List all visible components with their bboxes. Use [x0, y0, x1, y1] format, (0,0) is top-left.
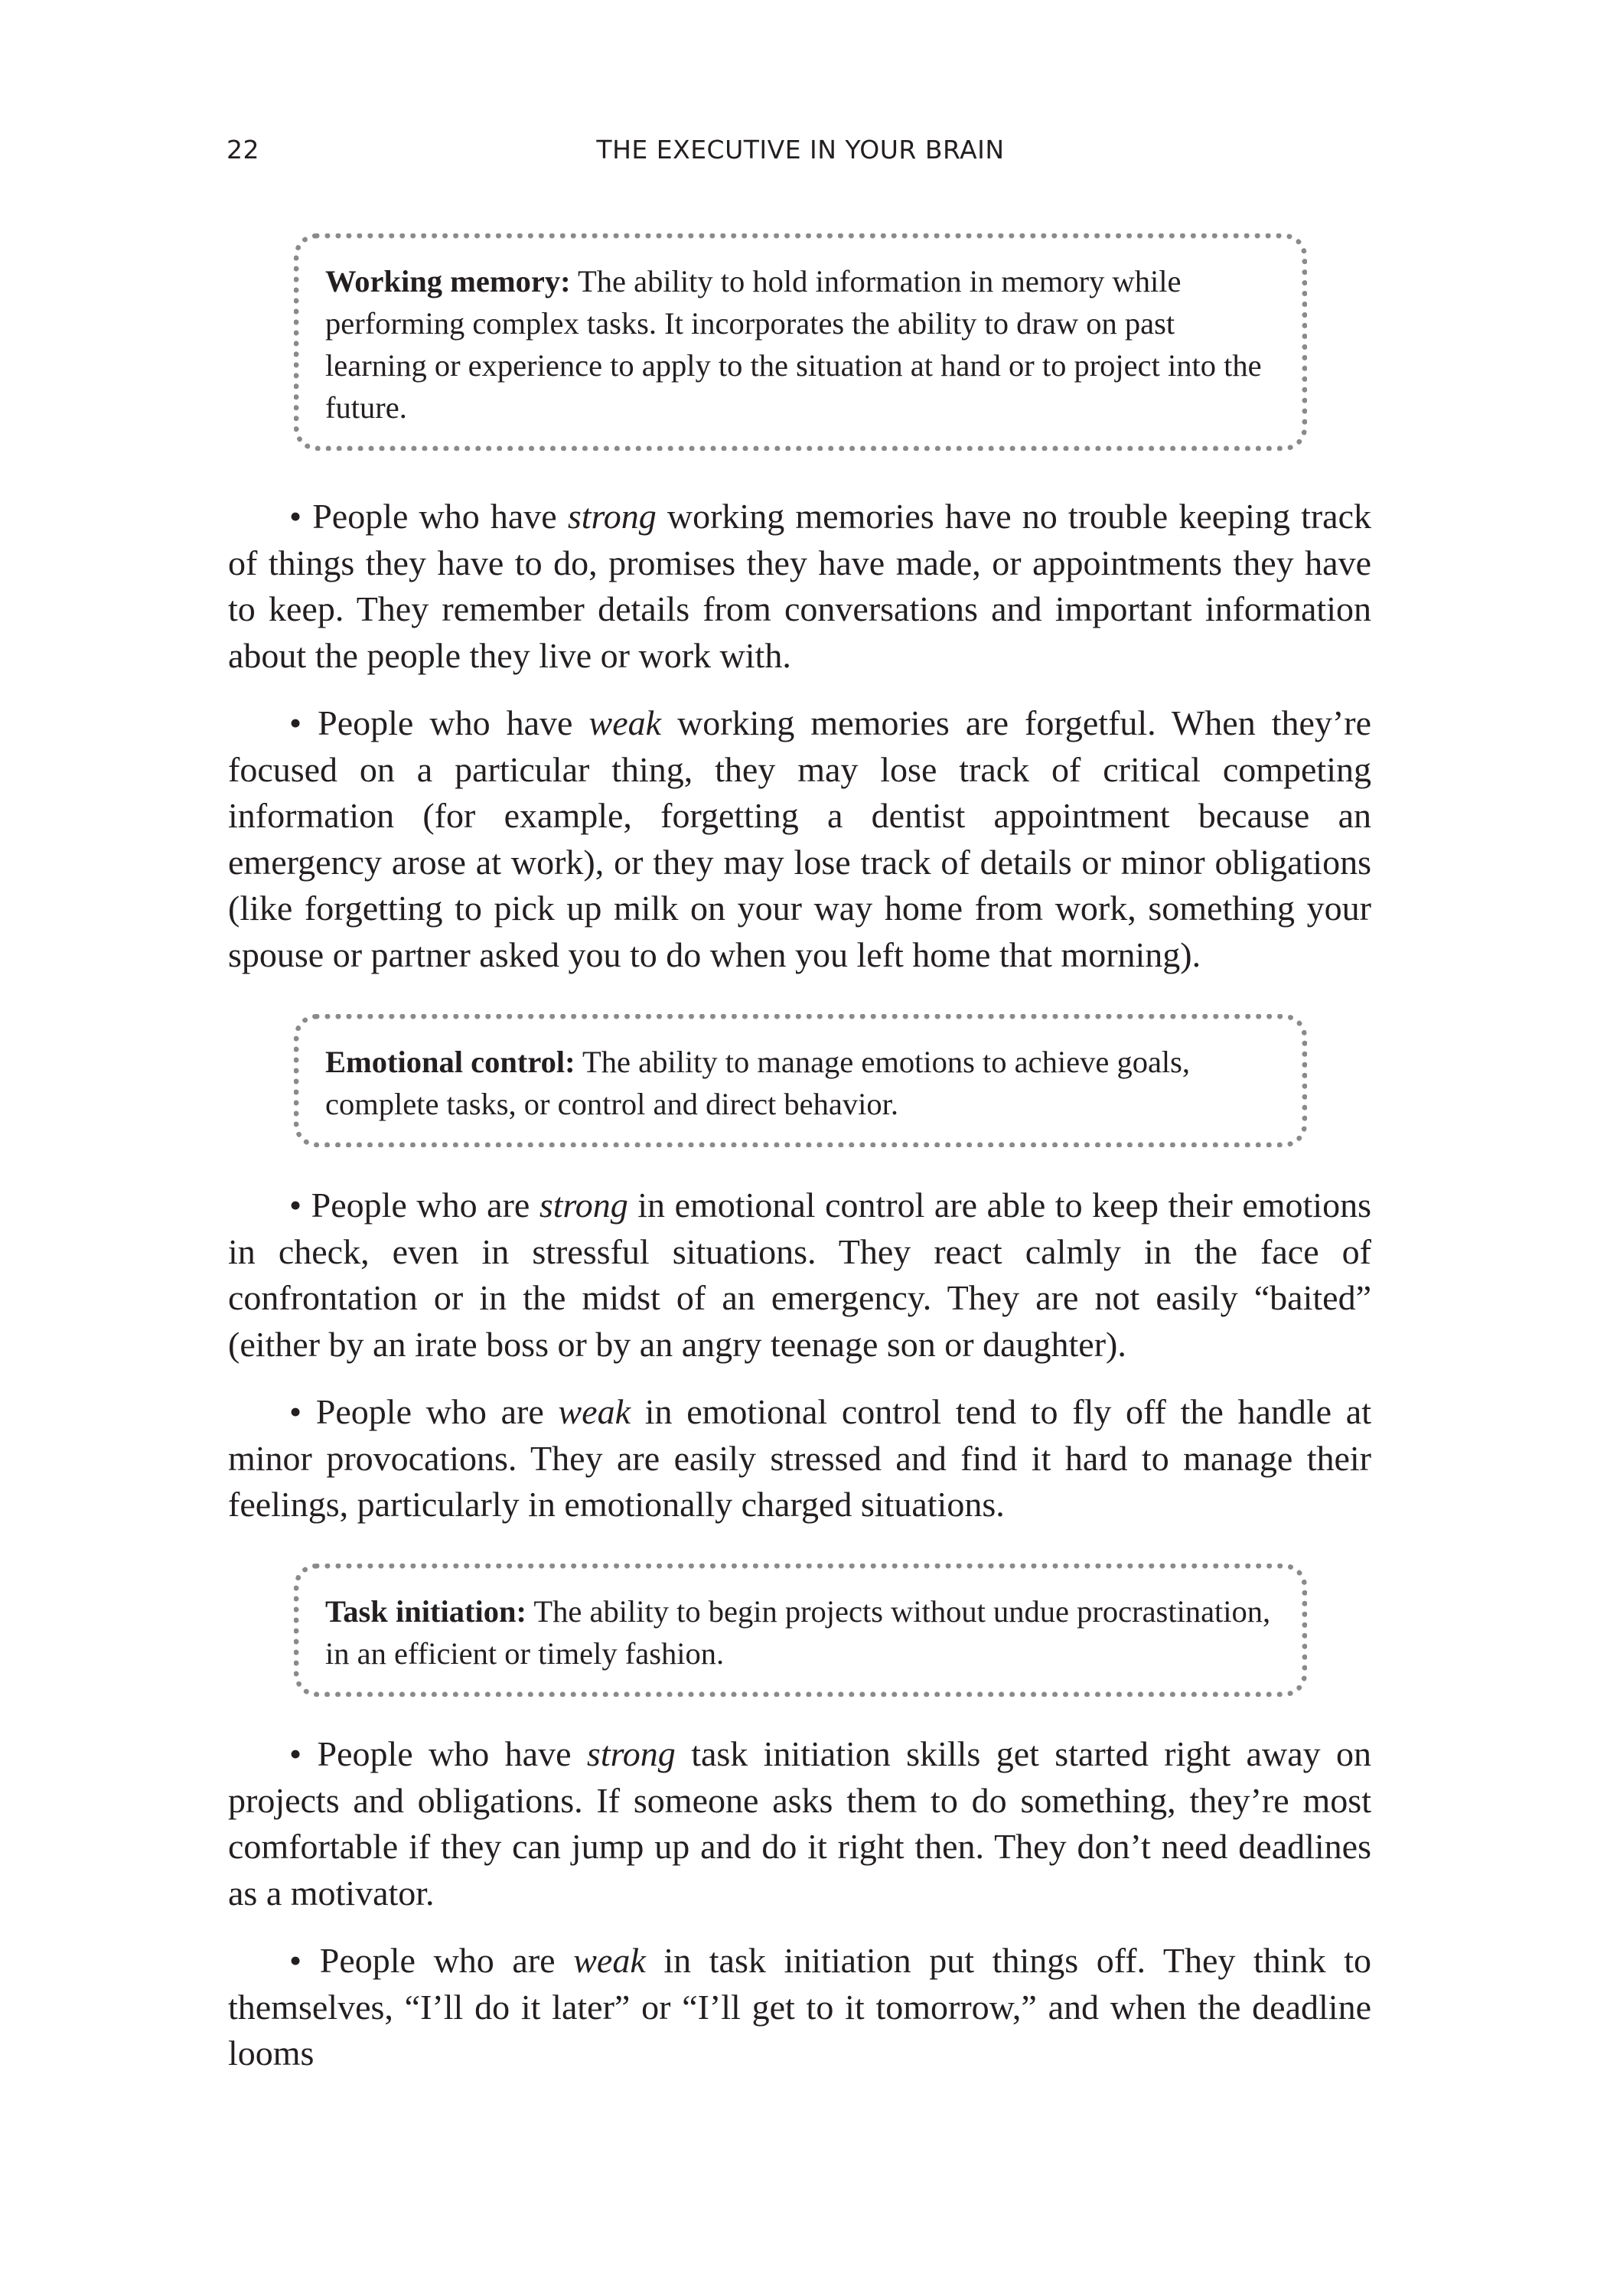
definition-term: Working memory: [325, 264, 571, 298]
paragraph-text: task initiation skills get started right away on projects and obligations. If someone asks them to do something, they’re most comfortable if they can jump up and do it right then. They don’t need deadlines as a motivator. [228, 1734, 1372, 1913]
paragraph-text: working memories are forgetful. When they’re focused on a particular thing, they may lose track of critical competing information (for example, forgetting a dentist appointment because an emergency arose at work), or they may lose track of details or minor obligations (like forgetting to pick up milk on your way home from work, something your spouse or partner asked you to do when you left home that morning). [228, 703, 1371, 974]
definition-term: Task initiation: [325, 1594, 526, 1629]
bullet-lead: • People who have [289, 497, 568, 536]
bullet-lead: • People who have [289, 703, 589, 742]
bullet-lead: • People who are [289, 1392, 559, 1431]
emphasis: weak [573, 1941, 646, 1980]
paragraph-strong-emotional-control [228, 1182, 1371, 1368]
paragraph-strong-working-memory [228, 494, 1371, 679]
paragraph-text: in task initiation put things off. They think to themselves, “I’ll do it later” or “I’ll get to it tomorrow,” and when the deadline looms [228, 1941, 1371, 2073]
paragraph-text: working memories have no trouble keeping track of things they have to do, promises they have made, or appointments they have to keep. They remember details from conversations and important information about the people they live or work with. [228, 497, 1372, 675]
running-head [227, 135, 1374, 173]
emphasis: weak [588, 703, 662, 742]
paragraph-weak-emotional-control [228, 1389, 1371, 1528]
definition-term: Emotional control: [325, 1045, 575, 1079]
emphasis: strong [539, 1186, 628, 1225]
bullet-lead: • People who are [289, 1186, 539, 1225]
book-title: THE EXECUTIVE IN YOUR BRAIN [596, 135, 1005, 165]
paragraph-strong-task-initiation [228, 1731, 1371, 1916]
definition-box-emotional-control [294, 1014, 1307, 1147]
paragraph-weak-task-initiation [228, 1938, 1371, 2077]
definition-box-working-memory [294, 233, 1307, 451]
page-number: 22 [227, 135, 259, 165]
definition-text: The ability to hold information in memory while performing complex tasks. It incorporates the ability to draw on past learning or experience to apply to the situation at hand or to project into the future. [325, 264, 1262, 425]
emphasis: weak [558, 1392, 631, 1431]
emphasis: strong [586, 1734, 676, 1773]
definition-box-task-initiation [294, 1564, 1307, 1697]
paragraph-text: in emotional control tend to fly off the handle at minor provocations. They are easily stressed and find it hard to manage their feelings, particularly in emotionally charged situations. [228, 1392, 1371, 1524]
definition-text: The ability to begin projects without undue procrastination, in an efficient or timely fashion. [325, 1594, 1271, 1671]
emphasis: strong [567, 497, 657, 536]
bullet-lead: • People who are [289, 1941, 574, 1980]
bullet-lead: • People who have [289, 1734, 587, 1773]
paragraph-text: in emotional control are able to keep their emotions in check, even in stressful situations. They react calmly in the face of confrontation or in the midst of an emergency. They are not easily “baited” (either by an irate boss or by an angry teenage son or daughter). [228, 1186, 1371, 1364]
paragraph-weak-working-memory [228, 700, 1371, 978]
definition-text: The ability to manage emotions to achieve goals, complete tasks, or control and direct behavior. [325, 1045, 1191, 1121]
